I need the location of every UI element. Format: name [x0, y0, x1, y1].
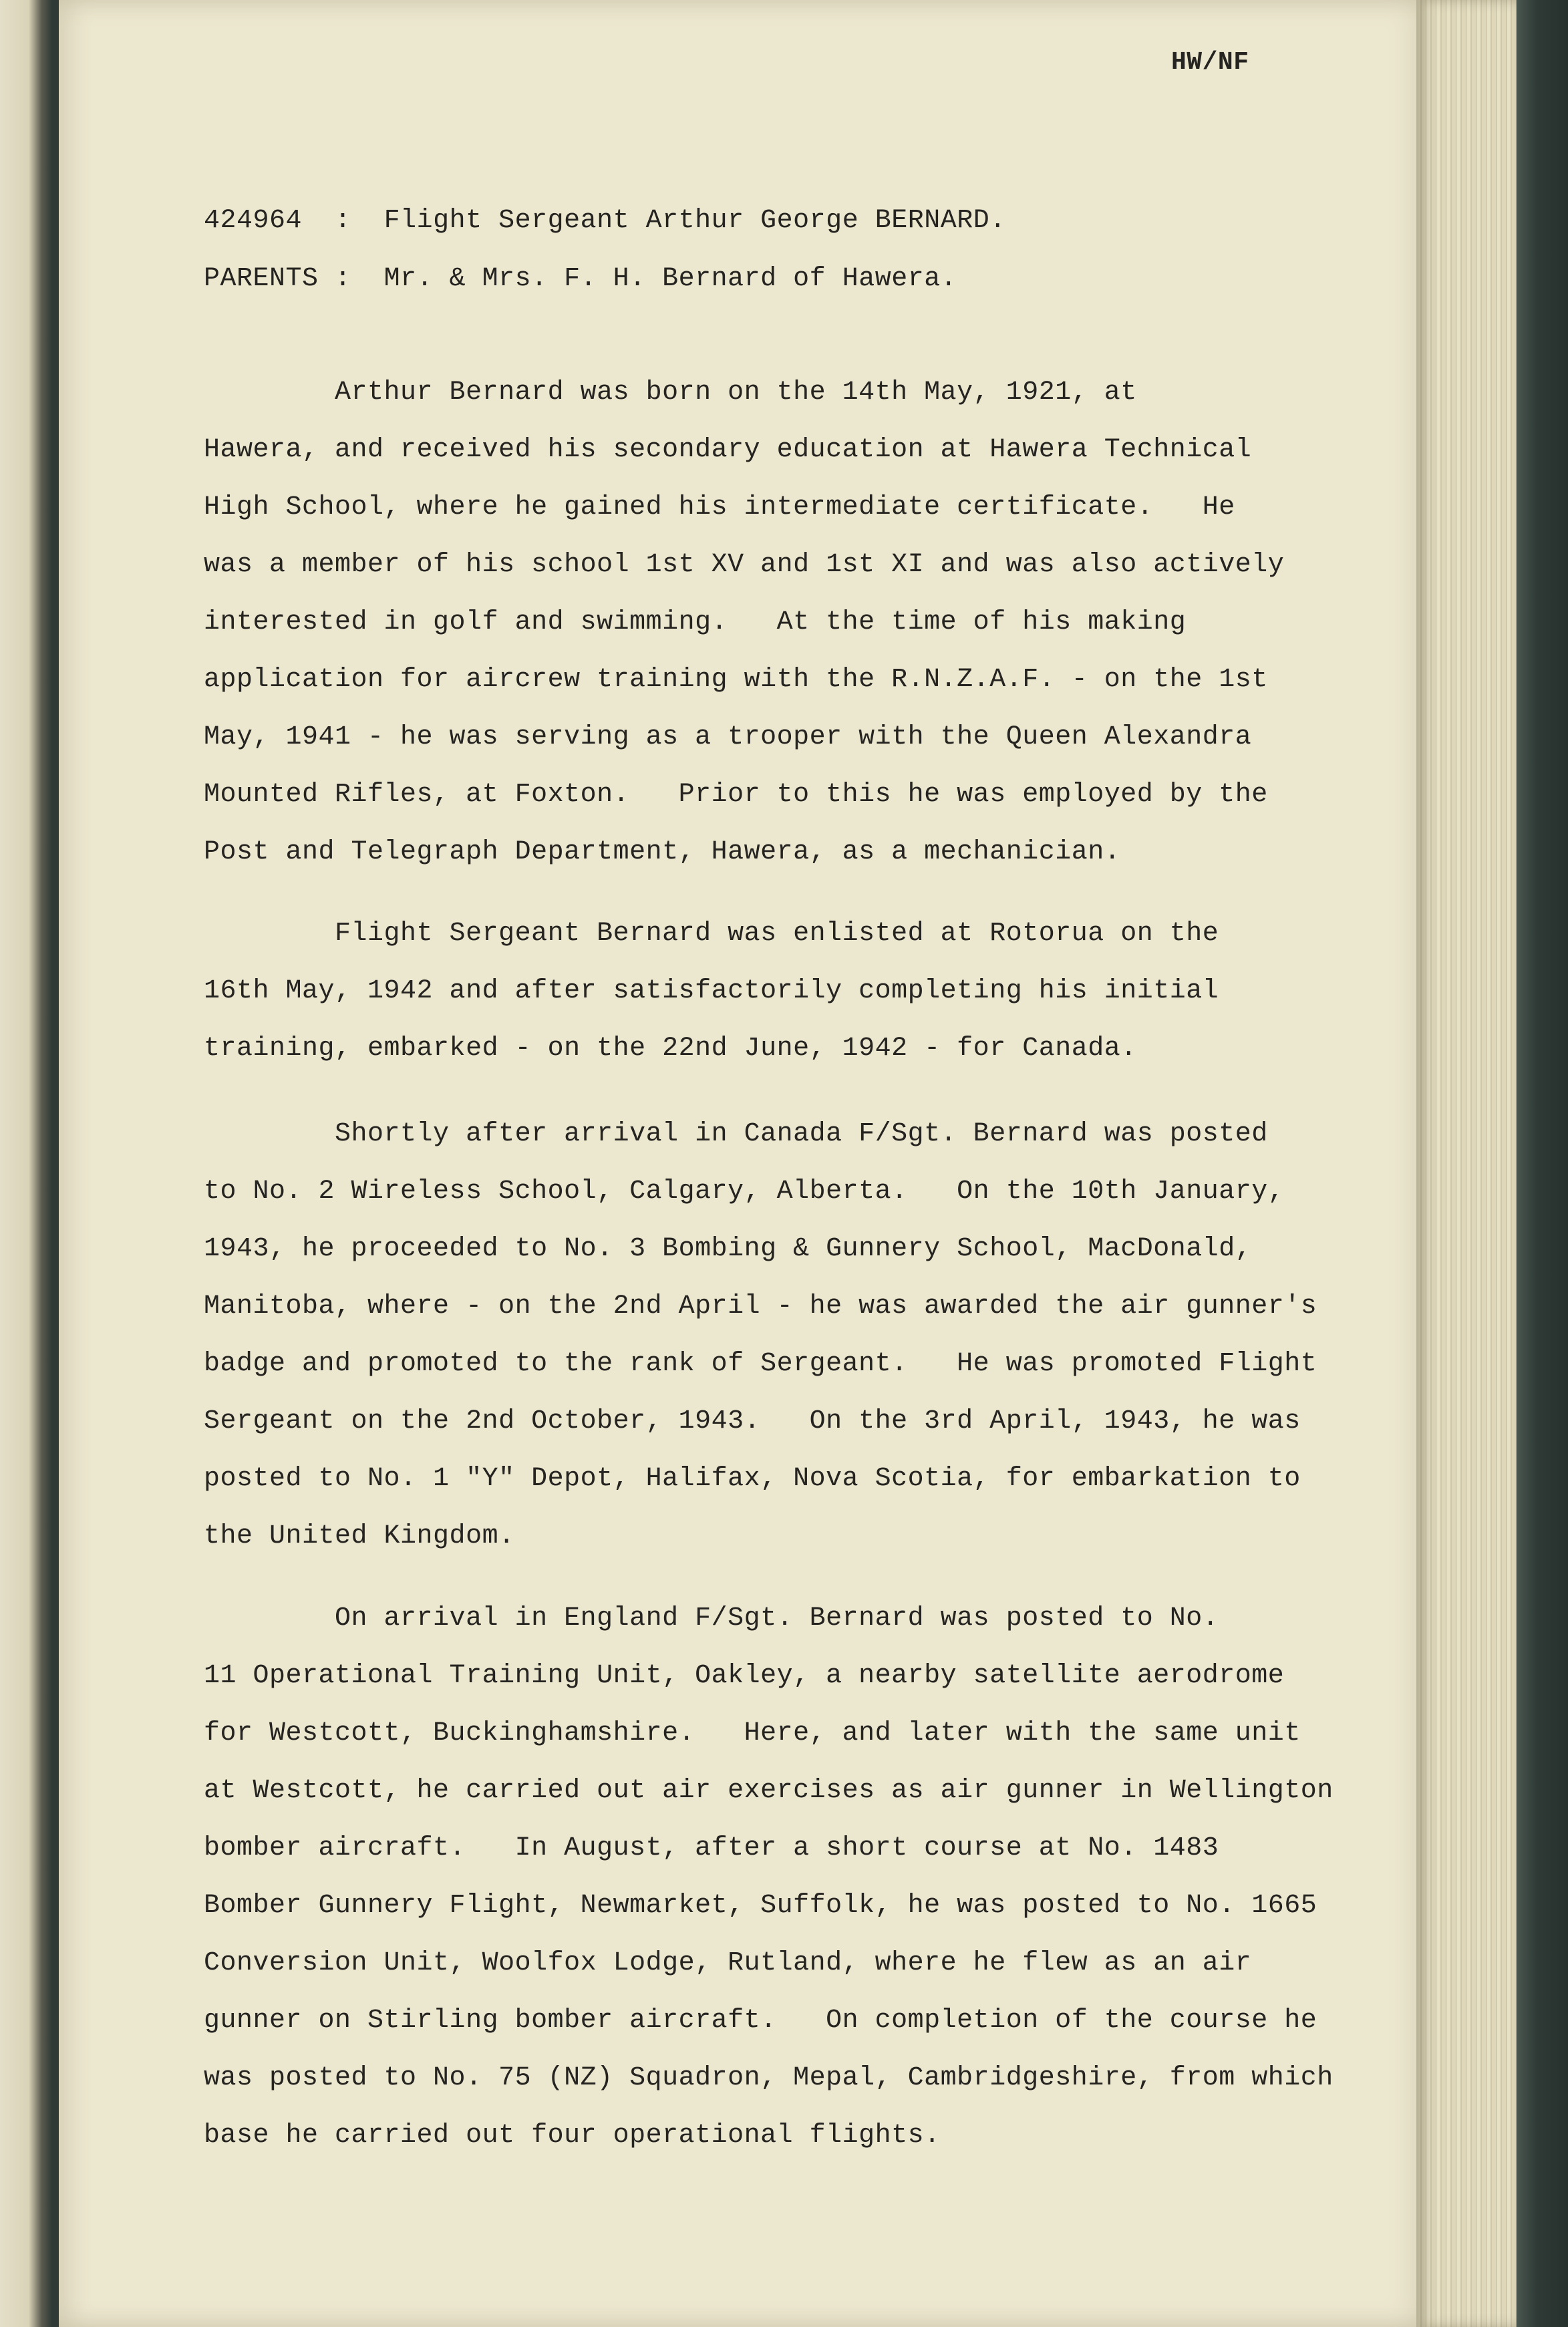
parents-line	[204, 264, 957, 294]
text-line: Shortly after arrival in Canada F/Sgt. Bernard was posted	[204, 1119, 1268, 1149]
text-line: On arrival in England F/Sgt. Bernard was posted to No.	[204, 1603, 1219, 1634]
text-line: High School, where he gained his intermediate certificate. He	[204, 492, 1235, 522]
text-line: bomber aircraft. In August, after a short course at No. 1483	[204, 1833, 1219, 1863]
text-line: to No. 2 Wireless School, Calgary, Alberta. On the 10th January,	[204, 1177, 1285, 1207]
text-line: training, embarked - on the 22nd June, 1942 - for Canada.	[204, 1034, 1137, 1064]
paragraph-enlistment	[204, 919, 1460, 1091]
separator: :	[335, 264, 351, 294]
text-line: at Westcott, he carried out air exercises as air gunner in Wellington	[204, 1776, 1334, 1806]
text-line: posted to No. 1 "Y" Depot, Halifax, Nova Scotia, for embarkation to	[204, 1464, 1301, 1494]
service-header-line	[204, 206, 1006, 236]
text-line: Post and Telegraph Department, Hawera, as a mechanician.	[204, 837, 1121, 867]
separator: :	[335, 206, 351, 236]
text-line: Conversion Unit, Woolfox Lodge, Rutland, where he flew as an air	[204, 1948, 1252, 1978]
text-line: Arthur Bernard was born on the 14th May, 1921, at	[204, 377, 1137, 408]
text-line: 16th May, 1942 and after satisfactorily completing his initial	[204, 976, 1219, 1006]
paragraph-early-life	[204, 377, 1460, 895]
paragraph-canada-training	[204, 1119, 1460, 1579]
text-line: the United Kingdom.	[204, 1521, 515, 1551]
text-line: badge and promoted to the rank of Sergeant. He was promoted Flight	[204, 1349, 1317, 1379]
text-line: interested in golf and swimming. At the time of his making	[204, 607, 1187, 637]
airman-name: Flight Sergeant Arthur George BERNARD.	[383, 206, 1006, 236]
text-line: May, 1941 - he was serving as a trooper with the Queen Alexandra	[204, 722, 1252, 752]
text-line: Hawera, and received his secondary education at Hawera Technical	[204, 435, 1252, 465]
text-line: base he carried out four operational flights.	[204, 2121, 941, 2151]
reference-code: HW/NF	[1171, 48, 1249, 77]
book-cover-edge	[1517, 0, 1568, 2327]
text-line: application for aircrew training with the R.N.Z.A.F. - on the 1st	[204, 665, 1268, 695]
text-line: was a member of his school 1st XV and 1st XI and was also actively	[204, 550, 1285, 580]
text-line: Mounted Rifles, at Foxton. Prior to this he was employed by the	[204, 780, 1268, 810]
text-line: 1943, he proceeded to No. 3 Bombing & Gunnery School, MacDonald,	[204, 1234, 1252, 1264]
text-line: 11 Operational Training Unit, Oakley, a nearby satellite aerodrome	[204, 1661, 1285, 1691]
text-line: Bomber Gunnery Flight, Newmarket, Suffolk, he was posted to No. 1665	[204, 1891, 1317, 1921]
text-line: Sergeant on the 2nd October, 1943. On the 3rd April, 1943, he was	[204, 1406, 1301, 1436]
text-line: for Westcott, Buckinghamshire. Here, and later with the same unit	[204, 1718, 1301, 1748]
parents-label: PARENTS	[204, 264, 319, 294]
text-line: gunner on Stirling bomber aircraft. On completion of the course he	[204, 2006, 1317, 2036]
text-line: Manitoba, where - on the 2nd April - he was awarded the air gunner's	[204, 1291, 1317, 1322]
text-line: was posted to No. 75 (NZ) Squadron, Mepal, Cambridgeshire, from which	[204, 2063, 1334, 2093]
service-number: 424964	[204, 206, 303, 236]
text-line: Flight Sergeant Bernard was enlisted at Rotorua on the	[204, 919, 1219, 949]
paragraph-england-service	[204, 1603, 1460, 2178]
parents-value: Mr. & Mrs. F. H. Bernard of Hawera.	[383, 264, 957, 294]
book-binding	[0, 0, 52, 2327]
